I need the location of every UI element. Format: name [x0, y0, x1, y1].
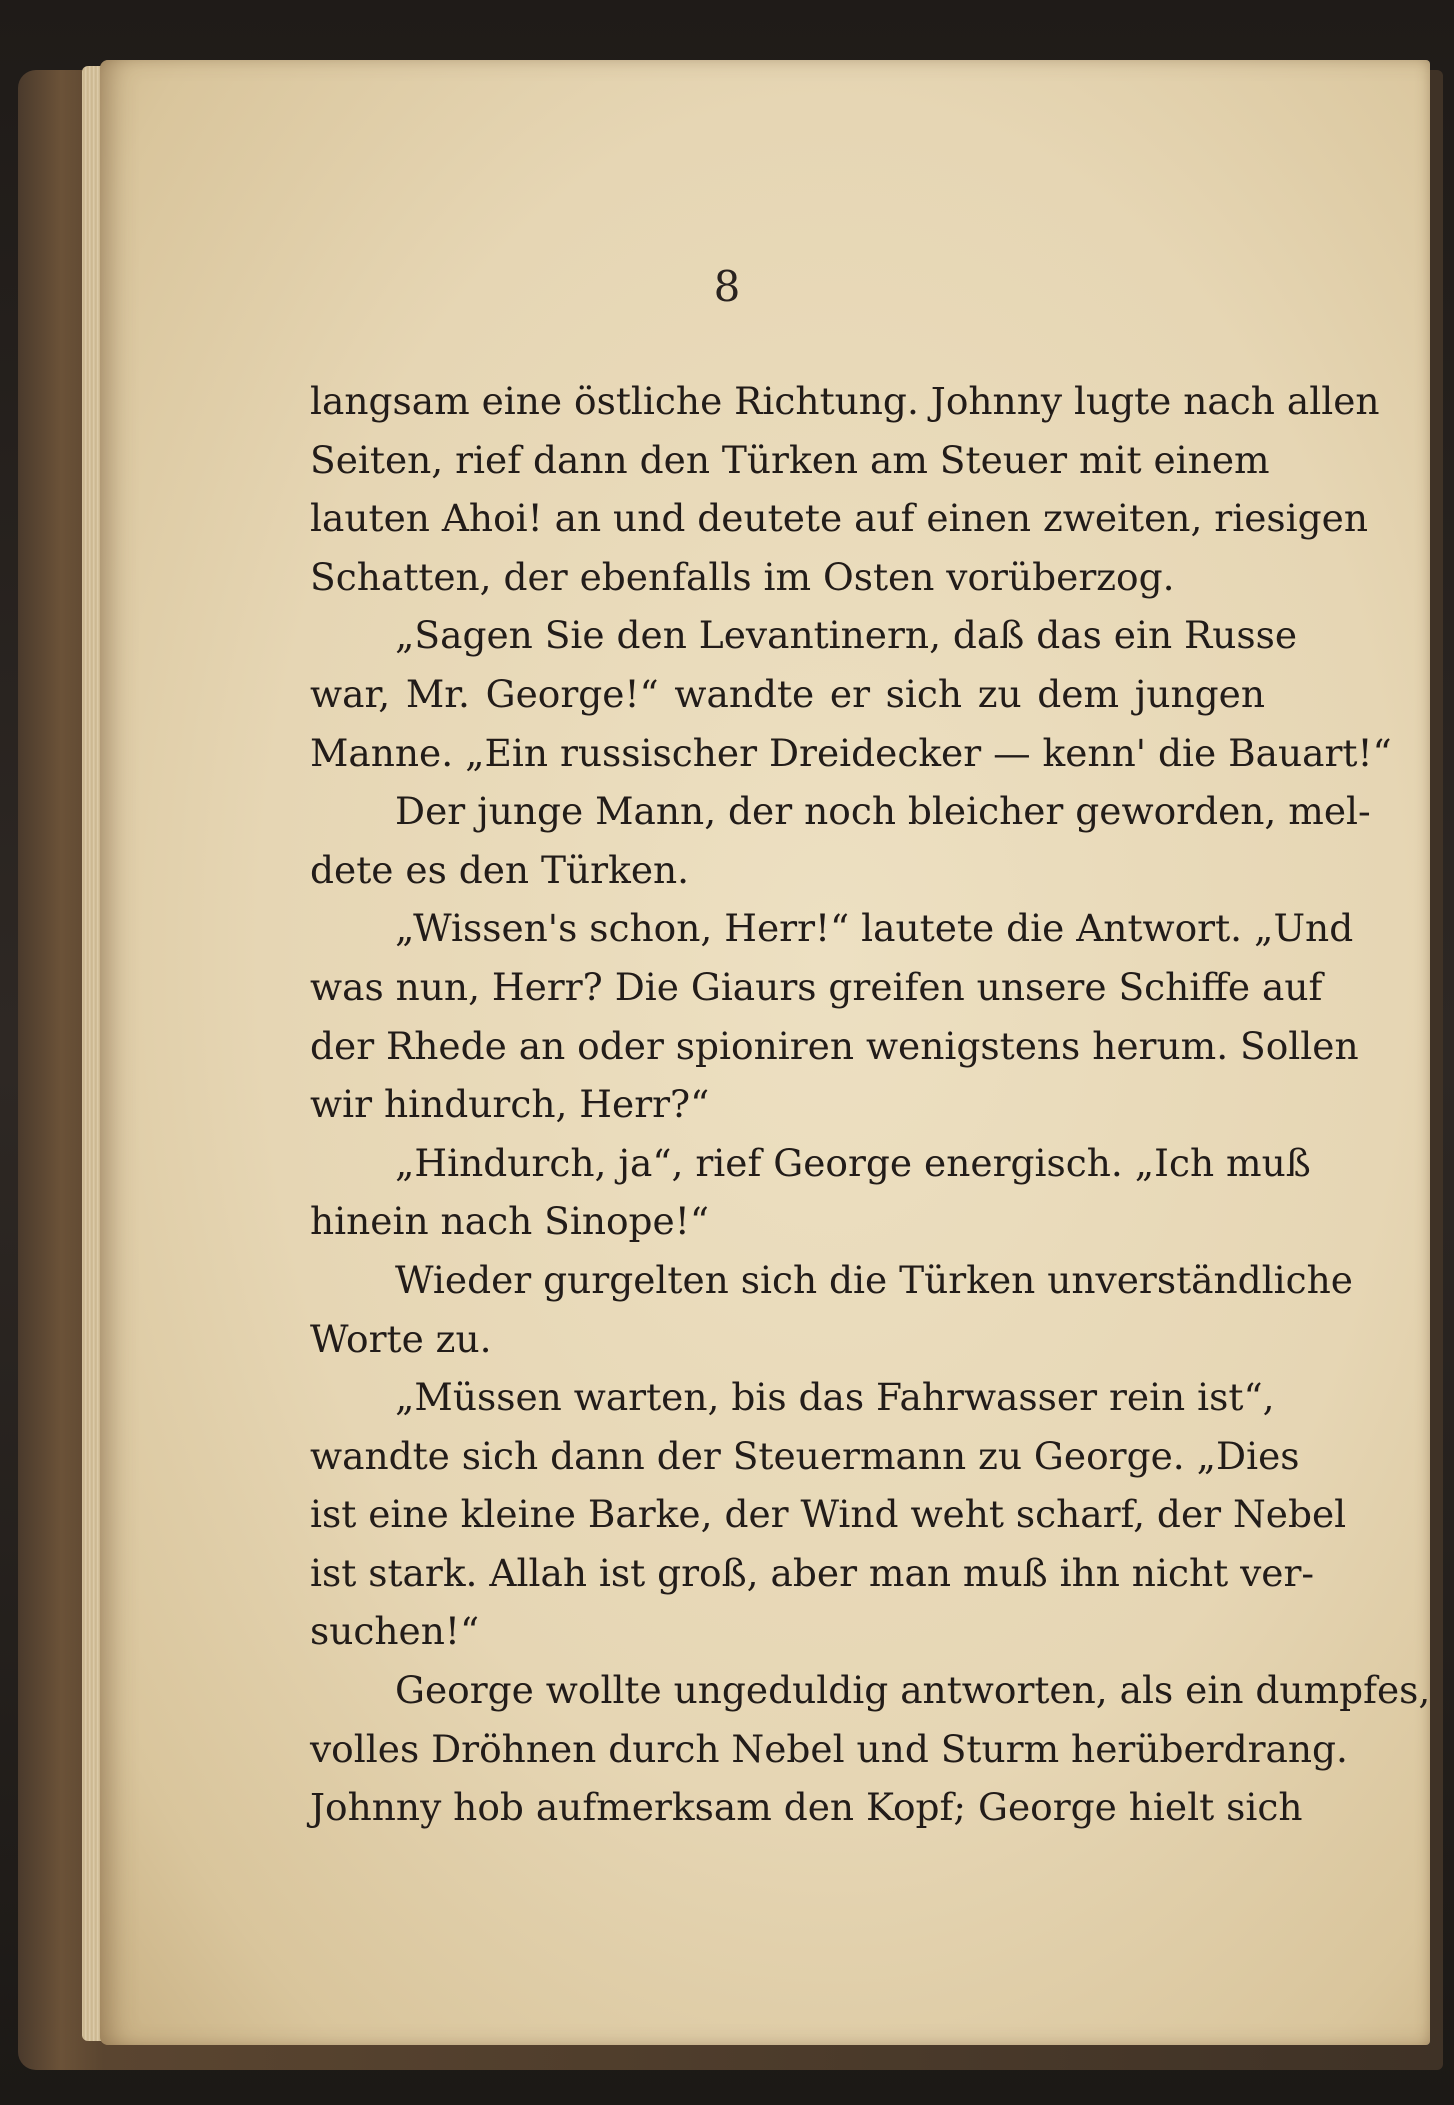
text-line: Worte zu. [310, 1316, 492, 1361]
text-line: Seiten, rief dann den Türken am Steuer mit einem [310, 437, 1270, 482]
text-line: „Müssen warten, bis das Fahrwasser rein ist“, [395, 1375, 1275, 1420]
text-line: langsam eine östliche Richtung. Johnny lugte nach allen [310, 379, 1380, 423]
text-line: George wollte ungeduldig antworten, als ein dumpfes, [395, 1668, 1431, 1713]
text-line: volles Dröhnen durch Nebel und Sturm herüberdrang. [310, 1726, 1348, 1771]
body-text [310, 372, 1431, 1837]
text-line: war, Mr. George!“ wandte er sich zu dem jungen [310, 671, 1265, 716]
text-line: ist stark. Allah ist groß, aber man muß ihn nicht ver- [310, 1550, 1315, 1595]
text-line: wandte sich dann der Steuermann zu George. „Dies [310, 1433, 1300, 1478]
text-line: „Sagen Sie den Levantinern, daß das ein Russe [395, 613, 1298, 658]
text-line: „Hindurch, ja“, rief George energisch. „Ich muß [395, 1140, 1311, 1185]
text-line: hinein nach Sinope!“ [310, 1199, 709, 1244]
text-line: Johnny hob aufmerksam den Kopf; George hielt sich [310, 1785, 1303, 1830]
text-line: Schatten, der ebenfalls im Osten vorüberzog. [310, 554, 1175, 599]
text-line: „Wissen's schon, Herr!“ lautete die Antwort. „Und [395, 906, 1354, 951]
text-line: lauten Ahoi! an und deutete auf einen zweiten, riesigen [310, 496, 1368, 541]
text-line: wir hindurch, Herr?“ [310, 1082, 710, 1127]
text-line: was nun, Herr? Die Giaurs greifen unsere Schiffe auf [310, 964, 1323, 1009]
text-line: dete es den Türken. [310, 847, 690, 892]
page-number: 8 [713, 262, 741, 311]
text-line: suchen!“ [310, 1609, 480, 1654]
text-line: der Rhede an oder spioniren wenigstens herum. Sollen [310, 1023, 1359, 1068]
text-line: Manne. „Ein russischer Dreidecker — kenn' die Bauart!“ [310, 730, 1392, 775]
text-line: ist eine kleine Barke, der Wind weht scharf, der Nebel [310, 1492, 1347, 1537]
text-line: Wieder gurgelten sich die Türken unverständliche [395, 1257, 1353, 1302]
text-line: Der junge Mann, der noch bleicher geworden, mel- [395, 789, 1371, 834]
